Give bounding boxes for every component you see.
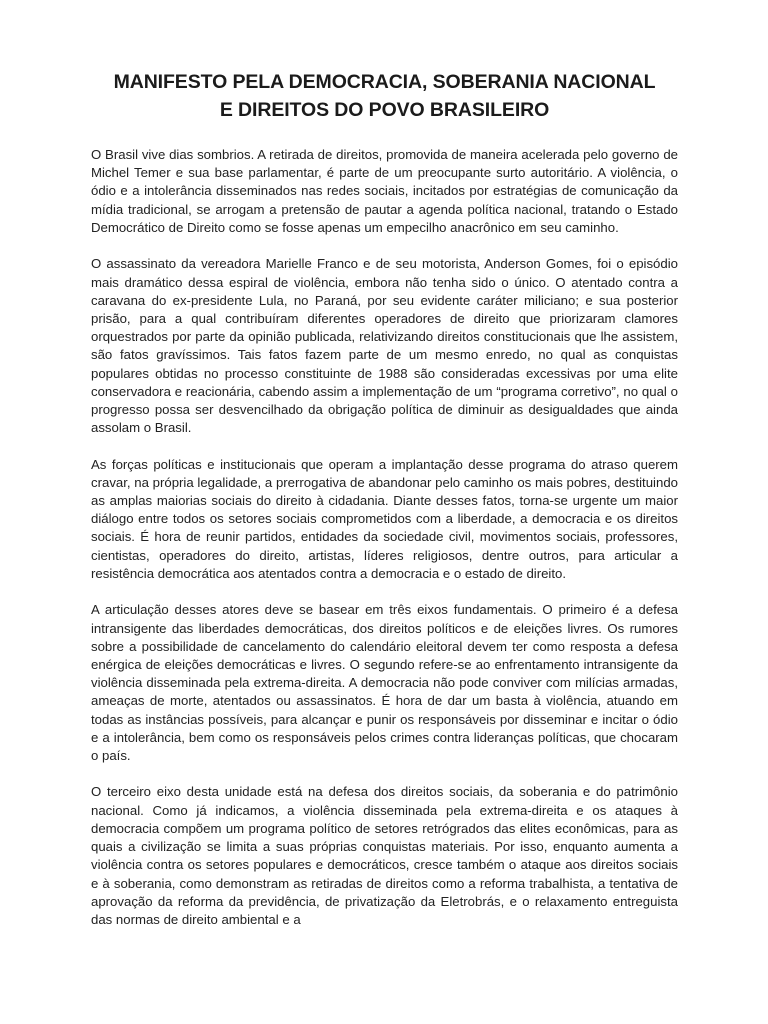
title-line-1: MANIFESTO PELA DEMOCRACIA, SOBERANIA NACIONAL [113,71,656,93]
paragraph-1: O Brasil vive dias sombrios. A retirada de direitos, promovida de maneira acelerada pelo governo de Michel Temer e sua base parlamentar, é parte de um preocupante surto autoritário. A violência, o ódio e a intolerância disseminados nas redes sociais, incitados por estratégias de comunicação da mídia tradicional, se arrogam a pretensão de pautar a agenda política nacional, tratando o Estado Democrático de Direito como se fosse apenas um empecilho anacrônico em seu caminho. [91,147,678,235]
document-page [91,68,678,947]
title-line-2: E DIREITOS DO POVO BRASILEIRO [219,99,550,121]
paragraph-3: As forças políticas e institucionais que operam a implantação desse programa do atraso querem cravar, na própria legalidade, a prerrogativa de abandonar pelo caminho os mais pobres, destituindo as amplas maiorias sociais do direito à cidadania. Diante desses fatos, torna-se urgente um maior diálogo entre todos os setores sociais comprometidos com a liberdade, a democracia e os direitos sociais. É hora de reunir partidos, entidades da sociedade civil, movimentos sociais, professores, cientistas, operadores do direito, artistas, líderes religiosos, dentre outros, para articular a resistência democrática aos atentados contra a democracia e o estado de direito. [91,456,678,581]
paragraph-4: A articulação desses atores deve se basear em três eixos fundamentais. O primeiro é a defesa intransigente das liberdades democráticas, dos direitos políticos e de eleições livres. Os rumores sobre a possibilidade de cancelamento do calendário eleitoral devem ter como resposta a defesa enérgica de eleições democráticas e livres. O segundo refere-se ao enfrentamento intransigente da violência disseminada pela extrema-direita. A democracia não pode conviver com milícias armadas, ameaças de morte, atentados ou assassinatos. É hora de dar um basta à violência, atuando em todas as instâncias possíveis, para alcançar e punir os responsáveis por disseminar e incitar o ódio e a intolerância, bem como os responsáveis pelos crimes contra lideranças políticas, que chocaram o país. [91,602,678,763]
paragraph-5: O terceiro eixo desta unidade está na defesa dos direitos sociais, da soberania e do patrimônio nacional. Como já indicamos, a violência disseminada pela extrema-direita e os ataques à democracia compõem um programa político de setores retrógrados das elites econômicas, para as quais a civilização se limita a suas próprias conquistas materiais. Por isso, enquanto aumenta a violência contra os setores populares e democráticos, cresce também o ataque aos direitos sociais e à soberania, como demonstram as retiradas de direitos como a reforma trabalhista, a tentativa de aprovação da reforma da previdência, de privatização da Eletrobrás, e o relaxamento entreguista das normas de direito ambiental e a [91,784,678,927]
document-title [91,68,678,124]
paragraph-2: O assassinato da vereadora Marielle Franco e de seu motorista, Anderson Gomes, foi o episódio mais dramático dessa espiral de violência, embora não tenha sido o único. O atentado contra a caravana do ex-presidente Lula, no Paraná, por seu evidente caráter miliciano; e sua posterior prisão, para a qual contribuíram diferentes operadores de direito que priorizaram clamores orquestrados por parte da opinião publicada, relativizando direitos constitucionais que lhe assistem, são fatos gravíssimos. Tais fatos fazem parte de um mesmo enredo, no qual as conquistas populares obtidas no processo constituinte de 1988 são consideradas excessivas por uma elite conservadora e reacionária, cabendo assim a implementação de um “programa corretivo”, no qual o progresso possa ser desvencilhado da obrigação política de diminuir as desigualdades que ainda assolam o Brasil. [91,256,678,436]
